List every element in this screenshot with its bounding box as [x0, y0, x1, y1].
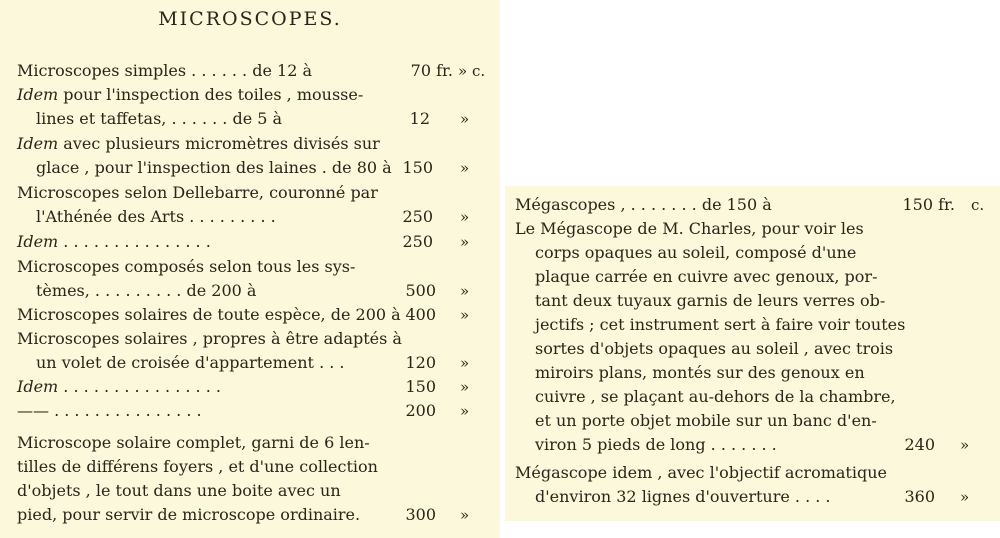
entry-italic: Idem: [17, 232, 59, 251]
entry-unit: »: [960, 488, 970, 506]
entry-line: lines et taffetas, . . . . . . de 5 à: [36, 109, 283, 128]
entry-unit: » c.: [458, 62, 486, 80]
entry-unit: »: [460, 233, 470, 251]
entry-price: 250: [402, 207, 433, 226]
entry-line: [17, 231, 211, 253]
entry-unit: »: [460, 402, 470, 420]
entry-unit: »: [960, 436, 970, 454]
entry-line: miroirs plans, montés sur des genoux en: [535, 363, 865, 382]
page-heading: MICROSCOPES.: [158, 8, 342, 30]
entry-line-text: pour l'inspection des toiles , mousse-: [63, 85, 364, 104]
entry-unit: »: [460, 506, 470, 524]
entry-line: un volet de croisée d'appartement . . .: [36, 353, 345, 372]
entry-line: d'environ 32 lignes d'ouverture . . . .: [535, 487, 831, 506]
entry-line: corps opaques au soleil, composé d'une: [535, 243, 857, 262]
entry-line: tilles de différens foyers , et d'une collection: [17, 457, 378, 476]
entry-price: 150 fr.: [902, 195, 955, 214]
entry-price: 150: [405, 377, 436, 396]
entry-unit: »: [460, 159, 470, 177]
entry-price: 360: [904, 487, 935, 506]
entry-line: Microscopes selon Dellebarre, couronné par: [17, 183, 378, 202]
entry-line: [17, 84, 363, 106]
entry-line: Microscopes composés selon tous les sys-: [17, 257, 356, 276]
entry-line: tèmes, . . . . . . . . . de 200 à: [36, 281, 257, 300]
entry-unit: »: [460, 282, 470, 300]
entry-line: tant deux tuyaux garnis de leurs verres ob-: [535, 291, 886, 310]
entry-line: [17, 133, 380, 155]
entry-price: 250: [402, 232, 433, 251]
entry-line: l'Athénée des Arts . . . . . . . . .: [36, 207, 276, 226]
entry-price: 12: [409, 109, 430, 128]
entry-line-text: avec plusieurs micromètres divisés sur: [63, 134, 380, 153]
entry-unit: »: [460, 354, 470, 372]
right-page: [505, 186, 1000, 521]
entry-line: glace , pour l'inspection des laines . de 80 à: [36, 158, 392, 177]
entry-price: 70 fr.: [410, 61, 453, 80]
entry-line: d'objets , le tout dans une boite avec un: [17, 481, 341, 500]
entry-line: Microscopes simples . . . . . . de 12 à: [17, 61, 312, 80]
entry-line: [17, 376, 221, 398]
entry-line: Mégascope idem , avec l'objectif acromatique: [515, 463, 887, 482]
entry-line: Mégascopes , . . . . . . . de 150 à: [515, 195, 772, 214]
entry-price: 500: [405, 281, 436, 300]
entry-price: 200: [405, 401, 436, 420]
entry-line: Microscopes solaires de toute espèce, de 200 à: [17, 305, 401, 324]
entry-line: cuivre , se plaçant au-dehors de la chambre,: [535, 387, 896, 406]
entry-price: 300: [405, 505, 436, 524]
entry-line-text: . . . . . . . . . . . . . . . .: [63, 377, 221, 396]
entry-line: Microscopes solaires , propres à être adaptés à: [17, 329, 402, 348]
entry-line-text: . . . . . . . . . . . . . . .: [63, 232, 211, 251]
entry-line: —— . . . . . . . . . . . . . . .: [17, 401, 202, 420]
entry-unit: »: [460, 378, 470, 396]
entry-line: Microscope solaire complet, garni de 6 len-: [17, 433, 370, 452]
entry-line: jectifs ; cet instrument sert à faire voir toutes: [535, 315, 906, 334]
entry-line: pied, pour servir de microscope ordinaire.: [17, 505, 361, 524]
entry-price: 120: [405, 353, 436, 372]
entry-unit: »: [460, 306, 470, 324]
entry-price: 240: [904, 435, 935, 454]
entry-price: 150: [402, 158, 433, 177]
entry-line: sortes d'objets opaques au soleil , avec trois: [535, 339, 894, 358]
entry-line: viron 5 pieds de long . . . . . . .: [535, 435, 777, 454]
entry-unit: »: [460, 110, 470, 128]
entry-italic: Idem: [17, 377, 59, 396]
entry-line: et un porte objet mobile sur un banc d'en-: [535, 411, 877, 430]
entry-italic: Idem: [17, 134, 59, 153]
entry-unit: c.: [971, 196, 985, 214]
entry-italic: Idem: [17, 85, 59, 104]
entry-price: 400: [405, 305, 436, 324]
entry-line: Le Mégascope de M. Charles, pour voir les: [515, 219, 864, 238]
entry-line: plaque carrée en cuivre avec genoux, por-: [535, 267, 878, 286]
entry-unit: »: [460, 208, 470, 226]
